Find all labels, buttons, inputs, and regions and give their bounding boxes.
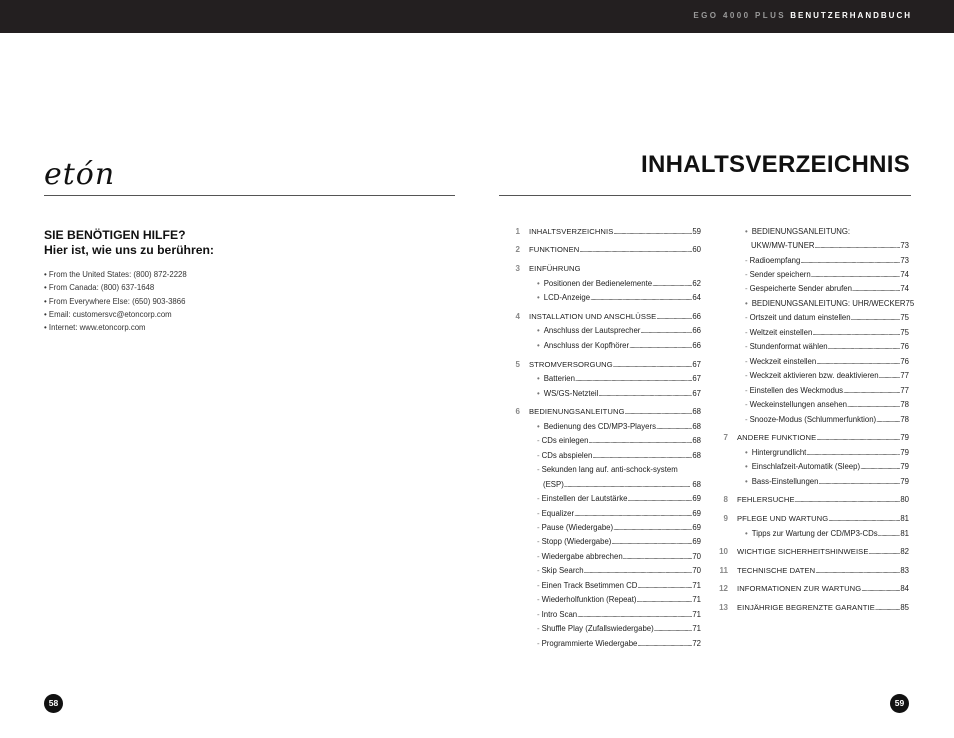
header-bar: [0, 0, 954, 33]
bullet-icon: •: [745, 529, 748, 538]
toc-entry: [718, 270, 910, 280]
dot-leader: [613, 227, 692, 237]
toc-page-number: 76: [900, 342, 909, 351]
toc-entry: [510, 279, 702, 289]
toc-entry-label: CDs einlegen: [541, 436, 589, 445]
toc-entry-label: Equalizer: [541, 509, 575, 518]
toc-page-number: 64: [692, 293, 701, 302]
dash-icon: -: [745, 400, 748, 409]
chapter-number: 9: [723, 514, 728, 523]
bullet-icon: •: [537, 279, 540, 288]
bullet-icon: •: [537, 326, 540, 335]
toc-page-number: 68: [692, 422, 701, 431]
toc-page-number: 71: [692, 595, 701, 604]
dot-leader: [812, 328, 900, 338]
dot-leader: [847, 400, 900, 410]
dot-leader: [816, 357, 900, 367]
toc-entry-label: Weckeinstellungen ansehen: [749, 400, 847, 409]
toc-entry-label: EINFÜHRUNG: [529, 264, 581, 273]
dot-leader: [627, 494, 692, 504]
contact-item: • From Everywhere Else: (650) 903-3866: [44, 295, 187, 308]
dot-leader: [625, 407, 693, 417]
contact-list: [44, 268, 187, 334]
toc-entry: [718, 415, 910, 425]
model-name: EGO 4000 PLUS: [693, 11, 786, 20]
toc-entry: [718, 462, 910, 472]
toc-page-number: 79: [900, 433, 909, 442]
toc-entry: [510, 245, 702, 255]
toc-entry-label: LCD-Anzeige: [543, 293, 591, 302]
toc-entry: [718, 299, 915, 309]
toc-entry-label: Tipps zur Wartung der CD/MP3-CDs: [751, 529, 878, 538]
toc-entry-label: INHALTSVERZEICHNIS: [529, 227, 614, 236]
contact-item: • From Canada: (800) 637-1648: [44, 281, 187, 294]
dash-icon: -: [537, 624, 540, 633]
dot-leader: [851, 313, 901, 323]
toc-page-number: 69: [692, 509, 701, 518]
toc-entry: [718, 328, 910, 338]
dot-leader: [875, 603, 900, 613]
toc-entry-label: EINJÄHRIGE BEGRENZTE GARANTIE: [737, 603, 875, 612]
toc-entry: [510, 407, 702, 417]
toc-entry-label: Bedienung des CD/MP3-Players: [543, 422, 656, 431]
toc-entry: [718, 433, 910, 443]
dot-leader: [637, 581, 692, 591]
toc-entry: [510, 360, 702, 370]
dot-leader: [613, 360, 693, 370]
dash-icon: -: [745, 313, 748, 322]
toc-page-number: 80: [900, 495, 909, 504]
dot-leader: [629, 341, 692, 351]
dot-leader: [879, 371, 901, 381]
toc-entry: [510, 610, 702, 620]
toc-entry-label: ANDERE FUNKTIONE: [737, 433, 817, 442]
toc-page-number: 67: [692, 374, 701, 383]
toc-entry-label: Weckzeit aktivieren bzw. deaktivieren: [749, 371, 879, 380]
toc-entry: [718, 547, 910, 557]
toc-page-number: 68: [692, 436, 701, 445]
help-heading-line2: Hier ist, wie uns zu berühren:: [44, 243, 214, 257]
chapter-number: 6: [515, 407, 520, 416]
toc-entry: [510, 624, 702, 634]
help-heading-line1: SIE BENÖTIGEN HILFE?: [44, 228, 186, 242]
toc-page-number: 81: [900, 514, 909, 523]
toc-page-number: 71: [692, 610, 701, 619]
page-number-left: 58: [44, 694, 63, 713]
toc-entry-label: Sekunden lang auf. anti-schock-system: [541, 465, 678, 474]
toc-entry-label: Ortszeit und datum einstellen: [749, 313, 851, 322]
toc-entry-label: Weltzeit einstellen: [749, 328, 813, 337]
dash-icon: -: [745, 415, 748, 424]
manual-title: BENUTZERHANDBUCH: [790, 11, 912, 20]
toc-page-number: 82: [900, 547, 909, 556]
dash-icon: -: [537, 552, 540, 561]
toc-entry-label: Wiederholfunktion (Repeat): [541, 595, 637, 604]
dot-leader: [623, 552, 693, 562]
toc-entry-label: TECHNISCHE DATEN: [737, 566, 816, 575]
toc-entry: [510, 552, 702, 562]
toc-entry: [510, 389, 702, 399]
toc-entry-label: Stopp (Wiedergabe): [541, 537, 612, 546]
eton-logo: etón: [44, 157, 116, 192]
chapter-number: 11: [719, 566, 728, 575]
toc-entry: [718, 284, 910, 294]
toc-entry: [718, 448, 910, 458]
dot-leader: [815, 566, 900, 576]
toc-page-number: 79: [900, 462, 909, 471]
dot-leader: [878, 529, 901, 539]
dot-leader: [800, 256, 900, 266]
dash-icon: -: [537, 595, 540, 604]
dot-leader: [815, 241, 901, 251]
toc-page-number: 75: [905, 299, 915, 308]
toc-entry-label: (ESP): [543, 480, 564, 489]
toc-entry: [510, 436, 702, 446]
toc-page-number: 70: [692, 552, 701, 561]
toc-entry: [718, 400, 910, 410]
chapter-number: 7: [723, 433, 728, 442]
dot-leader: [868, 547, 900, 557]
chapter-number: 4: [515, 312, 520, 321]
toc-entry-label: INFORMATIONEN ZUR WARTUNG: [737, 584, 862, 593]
toc-entry-label: Bass-Einstellungen: [751, 477, 819, 486]
toc-entry-label: Pause (Wiedergabe): [541, 523, 614, 532]
toc-page-number: 79: [900, 477, 909, 486]
toc-page-number: 71: [692, 624, 701, 633]
toc-entry: [510, 326, 702, 336]
help-heading: [44, 228, 214, 258]
toc-page-number: 73: [900, 241, 909, 250]
dot-leader: [656, 312, 692, 322]
dot-leader: [852, 284, 900, 294]
dot-leader: [592, 451, 692, 461]
toc-entry: [510, 595, 702, 605]
chapter-number: 2: [515, 245, 520, 254]
toc-entry: [510, 227, 702, 237]
toc-page-number: 78: [900, 415, 909, 424]
dot-leader: [640, 326, 692, 336]
toc-entry-label: INSTALLATION UND ANSCHLÜSSE: [529, 312, 657, 321]
toc-entry: [510, 374, 702, 384]
toc-page-number: 67: [692, 389, 701, 398]
dash-icon: -: [537, 537, 540, 546]
dot-leader: [811, 270, 901, 280]
toc-page-number: 68: [692, 451, 701, 460]
toc-entry: [510, 523, 702, 533]
dot-leader: [828, 514, 900, 524]
toc-page-number: 62: [692, 279, 701, 288]
dot-leader: [652, 279, 692, 289]
toc-entry: [510, 312, 702, 322]
toc-page-number: 70: [692, 566, 701, 575]
dash-icon: -: [745, 270, 748, 279]
dot-leader: [584, 566, 693, 576]
toc-entry-label: Stundenformat wählen: [749, 342, 828, 351]
bullet-icon: •: [745, 448, 748, 457]
chapter-number: 8: [723, 495, 728, 504]
bullet-icon: •: [745, 477, 748, 486]
toc-page-number: 75: [900, 313, 909, 322]
toc-page-number: 60: [692, 245, 701, 254]
toc-entry-label: Einstellen des Weckmodus: [749, 386, 844, 395]
dot-leader: [828, 342, 901, 352]
toc-entry: [510, 581, 702, 591]
dash-icon: -: [537, 581, 540, 590]
toc-entry-label: WICHTIGE SICHERHEITSHINWEISE: [737, 547, 869, 556]
toc-entry: [718, 603, 910, 613]
dot-leader: [577, 610, 692, 620]
toc-entry-label: BEDIENUNGSANLEITUNG: UHR/WECKER: [751, 299, 906, 308]
dot-leader: [656, 422, 692, 432]
dash-icon: -: [745, 328, 748, 337]
toc-entry: [718, 495, 910, 505]
toc-entry: [510, 341, 702, 351]
dash-icon: -: [537, 509, 540, 518]
page-number-right: 59: [890, 694, 909, 713]
bullet-icon: •: [537, 422, 540, 431]
toc-entry: [510, 480, 702, 490]
toc-entry: [510, 566, 702, 576]
toc-entry-label: Einen Track Bsetimmen CD: [541, 581, 638, 590]
toc-entry-label: FEHLERSUCHE: [737, 495, 795, 504]
dot-leader: [598, 389, 692, 399]
dot-leader: [575, 374, 692, 384]
toc-page-number: 59: [692, 227, 701, 236]
toc-entry: [510, 465, 702, 475]
dash-icon: -: [537, 523, 540, 532]
bullet-icon: •: [537, 293, 540, 302]
chapter-number: 13: [719, 603, 728, 612]
left-divider: [44, 195, 455, 196]
toc-page-number: 73: [900, 256, 909, 265]
toc-entry-label: CDs abspielen: [541, 451, 593, 460]
toc-page-number: 69: [692, 523, 701, 532]
dot-leader: [637, 595, 693, 605]
bullet-icon: •: [745, 227, 748, 236]
toc-page-number: 68: [692, 480, 701, 489]
toc-entry-label: Intro Scan: [541, 610, 578, 619]
toc-entry-label: STROMVERSORGUNG: [529, 360, 613, 369]
chapter-number: 3: [515, 264, 520, 273]
dash-icon: -: [745, 371, 748, 380]
toc-entry: [718, 514, 910, 524]
toc-entry-label: Anschluss der Lautsprecher: [543, 326, 641, 335]
header-title: [693, 11, 912, 20]
toc-page-number: 81: [900, 529, 909, 538]
bullet-icon: •: [537, 341, 540, 350]
toc-page-number: 74: [900, 270, 909, 279]
page-title: INHALTSVERZEICHNIS: [641, 151, 910, 178]
toc-entry: [510, 422, 702, 432]
toc-entry-label: Shuffle Play (Zufallswiedergabe): [541, 624, 654, 633]
toc-entry: [510, 293, 702, 303]
dot-leader: [816, 433, 900, 443]
chapter-number: 12: [719, 584, 728, 593]
toc-entry: [510, 537, 702, 547]
dot-leader: [613, 523, 692, 533]
dot-leader: [861, 584, 900, 594]
toc-entry: [718, 342, 910, 352]
bullet-icon: •: [745, 462, 748, 471]
toc-entry-label: BEDIENUNGSANLEITUNG:: [751, 227, 851, 236]
chapter-number: 5: [515, 360, 520, 369]
dot-leader: [806, 448, 900, 458]
dot-leader: [574, 509, 692, 519]
toc-page-number: 79: [900, 448, 909, 457]
dash-icon: -: [537, 465, 540, 474]
toc-page-number: 76: [900, 357, 909, 366]
dot-leader: [795, 495, 901, 505]
toc-entry: [718, 313, 910, 323]
toc-entry-label: Weckzeit einstellen: [749, 357, 817, 366]
chapter-number: 1: [515, 227, 520, 236]
toc-page-number: 66: [692, 326, 701, 335]
dash-icon: -: [537, 451, 540, 460]
toc-page-number: 71: [692, 581, 701, 590]
toc-entry-label: Positionen der Bedienelemente: [543, 279, 653, 288]
toc-entry-label: Einschlafzeit-Automatik (Sleep): [751, 462, 861, 471]
dash-icon: -: [537, 566, 540, 575]
toc-page-number: 66: [692, 312, 701, 321]
toc-page-number: 77: [900, 386, 909, 395]
toc-entry-label: Anschluss der Kopfhörer: [543, 341, 630, 350]
toc-page-number: 72: [692, 639, 701, 648]
toc-page-number: 85: [900, 603, 909, 612]
dot-leader: [588, 436, 692, 446]
toc-entry-label: Einstellen der Lautstärke: [541, 494, 628, 503]
dot-leader: [611, 537, 692, 547]
toc-entry-label: Hintergrundlicht: [751, 448, 807, 457]
dot-leader: [876, 415, 900, 425]
toc-entry: [718, 241, 910, 251]
dot-leader: [637, 639, 692, 649]
toc-entry: [510, 494, 702, 504]
dot-leader: [860, 462, 900, 472]
dash-icon: -: [745, 256, 748, 265]
toc-entry: [718, 584, 910, 594]
dash-icon: -: [745, 342, 748, 351]
toc-entry: [718, 256, 910, 266]
toc-entry-label: Gespeicherte Sender abrufen: [749, 284, 852, 293]
toc-entry-label: Sender speichern: [749, 270, 811, 279]
toc-entry-label: Radioempfang: [749, 256, 801, 265]
bullet-icon: •: [745, 299, 748, 308]
toc-entry: [510, 264, 702, 274]
dot-leader: [590, 293, 692, 303]
toc-entry: [718, 386, 910, 396]
contact-item: • Email: customersvc@etoncorp.com: [44, 308, 187, 321]
bullet-icon: •: [537, 374, 540, 383]
dash-icon: -: [537, 610, 540, 619]
toc-page-number: 69: [692, 494, 701, 503]
toc-entry-label: UKW/MW-TUNER: [751, 241, 815, 250]
chapter-number: 10: [719, 547, 728, 556]
dash-icon: -: [745, 386, 748, 395]
toc-page-number: 67: [692, 360, 701, 369]
bullet-icon: •: [537, 389, 540, 398]
toc-entry-label: Wiedergabe abbrechen: [541, 552, 623, 561]
toc-entry: [718, 357, 910, 367]
toc-page-number: 75: [900, 328, 909, 337]
dot-leader: [818, 477, 900, 487]
right-divider: [499, 195, 911, 196]
toc-entry: [718, 371, 910, 381]
dot-leader: [654, 624, 693, 634]
dash-icon: -: [745, 357, 748, 366]
toc-entry: [510, 639, 702, 649]
toc-page-number: 84: [900, 584, 909, 593]
toc-entry: [718, 529, 910, 539]
toc-page-number: 68: [692, 407, 701, 416]
toc-entry: [510, 509, 702, 519]
toc-entry-label: PFLEGE UND WARTUNG: [737, 514, 829, 523]
toc-entry-label: Snooze-Modus (Schlummerfunktion): [749, 415, 877, 424]
toc-entry: [510, 451, 702, 461]
dash-icon: -: [537, 494, 540, 503]
toc-entry-label: Skip Search: [541, 566, 584, 575]
toc-entry: [718, 566, 910, 576]
toc-page-number: 78: [900, 400, 909, 409]
toc-page-number: 69: [692, 537, 701, 546]
toc-page-number: 74: [900, 284, 909, 293]
toc-page-number: 83: [900, 566, 909, 575]
toc-page-number: 77: [900, 371, 909, 380]
toc-entry-label: WS/GS-Netzteil: [543, 389, 599, 398]
toc-entry-label: BEDIENUNGSANLEITUNG: [529, 407, 625, 416]
toc-entry-label: FUNKTIONEN: [529, 245, 580, 254]
toc-entry: [718, 477, 910, 487]
toc-entry-label: Batterien: [543, 374, 575, 383]
dash-icon: -: [537, 639, 540, 648]
dot-leader: [843, 386, 900, 396]
dash-icon: -: [537, 436, 540, 445]
dot-leader: [579, 245, 692, 255]
toc-entry-label: Programmierte Wiedergabe: [541, 639, 638, 648]
dash-icon: -: [745, 284, 748, 293]
toc-entry: [718, 227, 910, 237]
toc-page-number: 66: [692, 341, 701, 350]
dot-leader: [564, 480, 693, 490]
contact-item: • From the United States: (800) 872-2228: [44, 268, 187, 281]
contact-item: • Internet: www.etoncorp.com: [44, 321, 187, 334]
